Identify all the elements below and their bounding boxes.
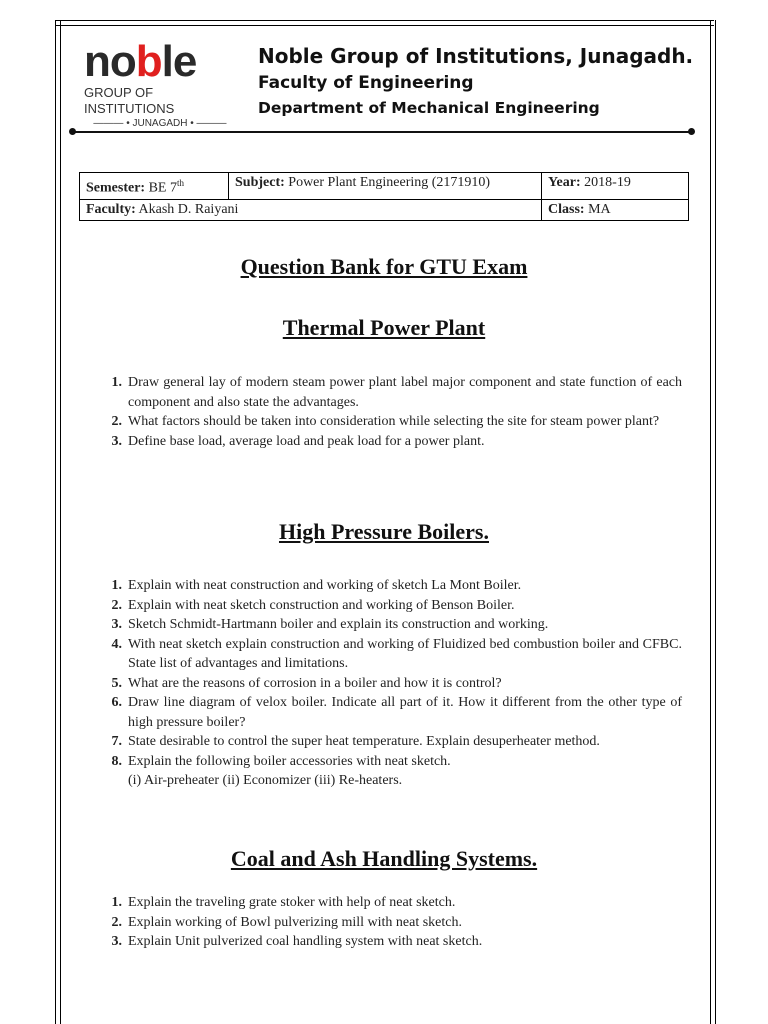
logo-line1: GROUP OF INSTITUTIONS	[84, 85, 175, 116]
question-item: 2. Explain working of Bowl pulverizing mill with neat sketch.	[102, 913, 682, 933]
question-item: 3. Explain Unit pulverized coal handling system with neat sketch.	[102, 932, 682, 952]
logo-line2: ——— • JUNAGADH • ———	[93, 118, 227, 129]
rule-dot-right	[688, 128, 695, 135]
section-heading: High Pressure Boilers.	[278, 519, 489, 544]
noble-logo	[84, 37, 236, 129]
question-number: 1.	[111, 895, 122, 910]
question-number: 8.	[111, 753, 122, 769]
question-item: 1. Explain the traveling grate stoker with help of neat sketch.	[102, 893, 682, 913]
question-number: 3.	[111, 617, 122, 632]
question-item: 4. With neat sketch explain construction and working of Fluidized bed combustion boiler and CFBC. State list of advantages and limitations.	[102, 635, 682, 674]
question-item: 1. Explain with neat construction and working of sketch La Mont Boiler.	[102, 576, 682, 596]
question-number: 1.	[111, 578, 122, 593]
section-heading: Thermal Power Plant	[282, 315, 486, 340]
faculty-name: Faculty of Engineering	[258, 73, 474, 93]
question-item: 5. What are the reasons of corrosion in a boiler and how it is control?	[102, 674, 682, 694]
question-item: 3. Sketch Schmidt-Hartmann boiler and explain its construction and working.	[102, 615, 682, 635]
faculty-cell: Faculty: Akash D. Raiyani	[80, 199, 542, 220]
question-number: 2.	[111, 414, 122, 429]
rule-dot-left	[69, 128, 76, 135]
question-item: 2. Explain with neat sketch construction and working of Benson Boiler.	[102, 596, 682, 616]
question-item: 2. What factors should be taken into consideration while selecting the site for steam power plant?	[102, 412, 682, 432]
question-number: 1.	[111, 375, 122, 390]
question-number: 3.	[111, 934, 122, 949]
header-rule	[72, 131, 692, 133]
question-item: 3. Define base load, average load and peak load for a power plant.	[102, 432, 682, 452]
question-item: 6. Draw line diagram of velox boiler. Indicate all part of it. How it different from the other type of high pressure boiler?	[102, 693, 682, 732]
institution-name: Noble Group of Institutions, Junagadh.	[258, 44, 694, 68]
question-number: 3.	[111, 433, 122, 449]
question-subitems: (i) Air-preheater (ii) Economizer (iii) Re-heaters.	[128, 773, 403, 788]
class-cell: Class: MA	[542, 199, 689, 220]
course-info-table	[79, 172, 689, 221]
document-title: Question Bank for GTU Exam	[240, 254, 528, 279]
subject-cell: Subject: Power Plant Engineering (2171910)	[229, 173, 542, 200]
question-number: 5.	[111, 675, 122, 691]
question-number: 2.	[111, 914, 122, 930]
question-number: 2.	[111, 597, 122, 613]
question-list	[102, 893, 682, 952]
question-item: 8. Explain the following boiler accessories with neat sketch. (i) Air-preheater (ii) Economizer (iii) Re-heaters.	[102, 752, 682, 791]
department-name: Department of Mechanical Engineering	[258, 99, 600, 117]
question-list	[102, 373, 682, 451]
question-item: 1. Draw general lay of modern steam power plant label major component and state function of each component and also state the advantages.	[102, 373, 682, 412]
question-number: 6.	[111, 695, 122, 710]
year-cell: Year: 2018-19	[542, 173, 689, 200]
logo-wordmark: noble	[84, 37, 197, 86]
question-list	[102, 576, 682, 791]
question-number: 7.	[111, 734, 122, 749]
question-item: 7. State desirable to control the super heat temperature. Explain desuperheater method.	[102, 732, 682, 752]
semester-cell: Semester: BE 7th	[80, 173, 229, 200]
section-heading: Coal and Ash Handling Systems.	[230, 846, 538, 871]
page-border-top	[55, 20, 714, 26]
question-number: 4.	[111, 636, 122, 652]
